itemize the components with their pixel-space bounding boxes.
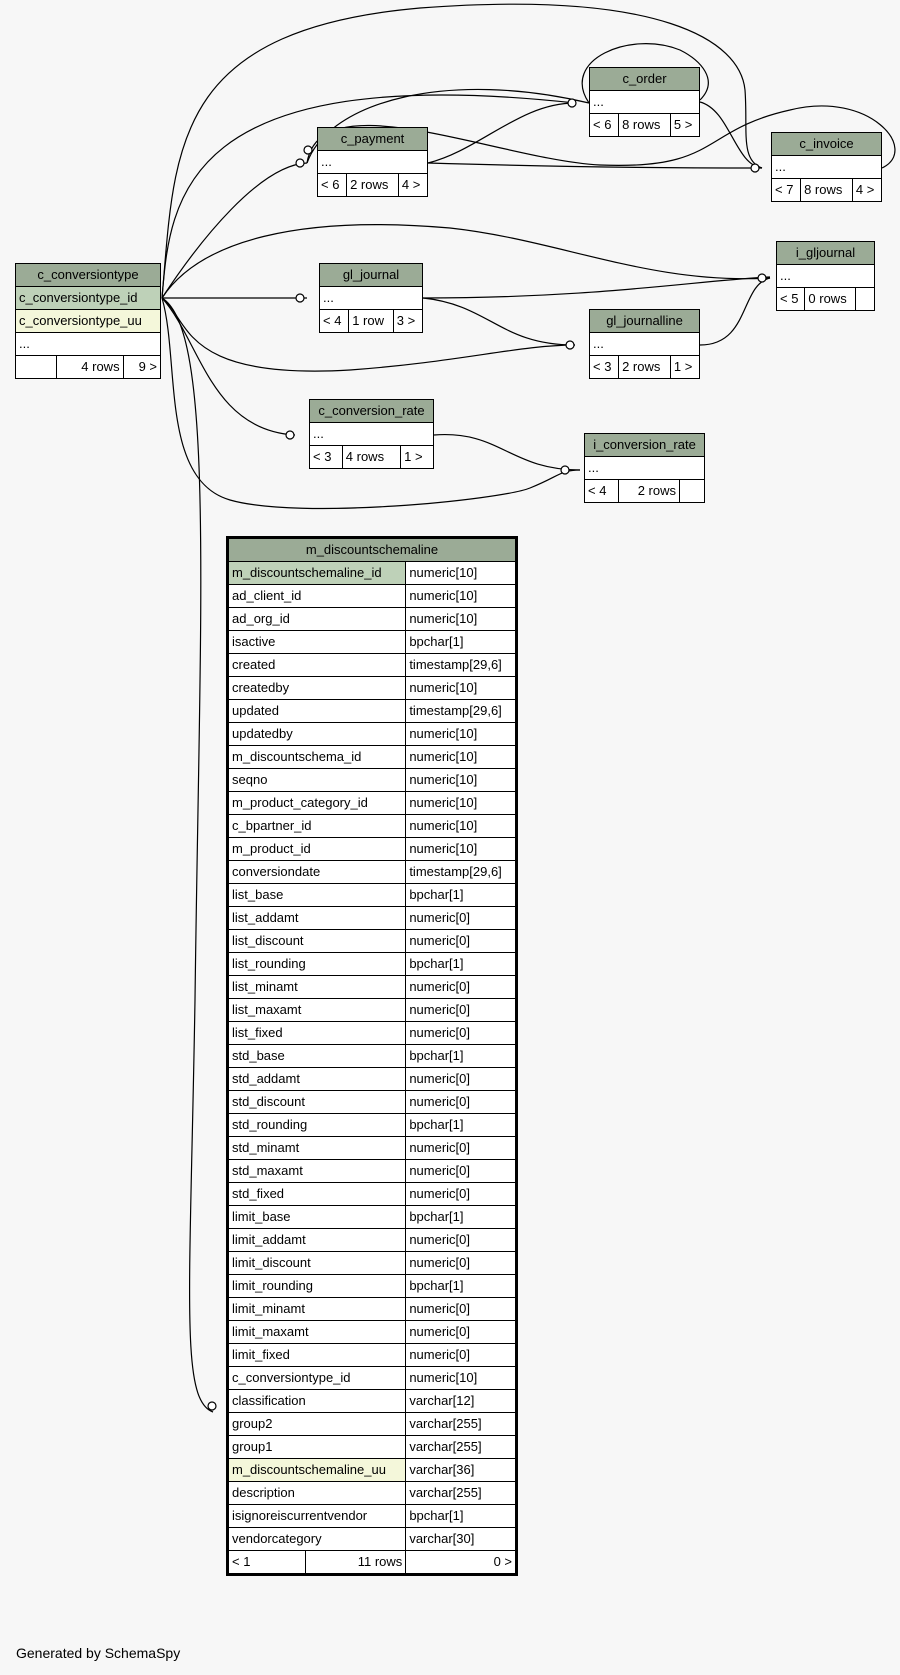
- column-name: m_discountschema_id: [228, 746, 406, 769]
- column-name: std_rounding: [228, 1114, 406, 1137]
- column-type: numeric[0]: [406, 1091, 517, 1114]
- parents-count[interactable]: < 4: [585, 480, 619, 503]
- column-name: std_addamt: [228, 1068, 406, 1091]
- table-row: [228, 1091, 517, 1114]
- edge-order-invoice: [700, 102, 762, 168]
- table-row: [228, 838, 517, 861]
- table-title[interactable]: i_gljournal: [777, 242, 875, 265]
- column-name: std_minamt: [228, 1137, 406, 1160]
- column-type: varchar[30]: [406, 1528, 517, 1551]
- table-row: [228, 631, 517, 654]
- table-row: [228, 930, 517, 953]
- column-name: group1: [228, 1436, 406, 1459]
- edge-payment-invoice: [428, 163, 762, 168]
- column-name: std_maxamt: [228, 1160, 406, 1183]
- column-type: numeric[0]: [406, 1252, 517, 1275]
- column-ellipsis: ...: [772, 156, 882, 179]
- column-name: c_bpartner_id: [228, 815, 406, 838]
- column-type: numeric[10]: [406, 792, 517, 815]
- table-title[interactable]: c_conversiontype: [16, 264, 161, 287]
- table-row: [228, 999, 517, 1022]
- table-row: [228, 1229, 517, 1252]
- table-footer-row: [228, 1551, 517, 1575]
- table-row: [228, 792, 517, 815]
- column-name: std_discount: [228, 1091, 406, 1114]
- column-name: m_product_category_id: [228, 792, 406, 815]
- parents-count[interactable]: < 4: [320, 310, 349, 333]
- column-type: bpchar[1]: [406, 1045, 517, 1068]
- table-row: [228, 1482, 517, 1505]
- table-row: [228, 1528, 517, 1551]
- column-c_conversiontype_id: c_conversiontype_id: [16, 287, 161, 310]
- column-type: numeric[0]: [406, 999, 517, 1022]
- parents-count[interactable]: < 3: [590, 356, 619, 379]
- column-type: numeric[10]: [406, 838, 517, 861]
- column-type: numeric[0]: [406, 1344, 517, 1367]
- column-ellipsis: ...: [320, 287, 423, 310]
- table-row: [228, 1344, 517, 1367]
- table-m_discountschemaline[interactable]: [226, 536, 518, 1576]
- table-row: [228, 976, 517, 999]
- table-gl_journalline[interactable]: [589, 309, 700, 379]
- column-name: list_discount: [228, 930, 406, 953]
- table-title[interactable]: gl_journalline: [590, 310, 700, 333]
- column-name: limit_addamt: [228, 1229, 406, 1252]
- table-c_order[interactable]: [589, 67, 700, 137]
- table-row: [228, 1206, 517, 1229]
- table-row: [228, 608, 517, 631]
- edge-payment-order: [428, 103, 575, 163]
- column-type: numeric[10]: [406, 723, 517, 746]
- column-ellipsis: ...: [318, 151, 428, 174]
- table-c_payment[interactable]: [317, 127, 428, 197]
- column-type: numeric[10]: [406, 585, 517, 608]
- table-row: [228, 723, 517, 746]
- column-name: list_fixed: [228, 1022, 406, 1045]
- table-row: [228, 861, 517, 884]
- table-row: [228, 585, 517, 608]
- column-ellipsis: ...: [310, 423, 434, 446]
- row-count: 8 rows: [619, 114, 671, 137]
- children-count[interactable]: 1 >: [670, 356, 699, 379]
- column-name: description: [228, 1482, 406, 1505]
- column-ellipsis: ...: [16, 333, 161, 356]
- edge-conversiontype-discountschemaline: [162, 298, 213, 1412]
- column-name: limit_maxamt: [228, 1321, 406, 1344]
- column-name: limit_base: [228, 1206, 406, 1229]
- column-name: m_product_id: [228, 838, 406, 861]
- column-type: numeric[0]: [406, 1137, 517, 1160]
- table-row: [228, 1068, 517, 1091]
- column-type: timestamp[29,6]: [406, 700, 517, 723]
- column-name: ad_org_id: [228, 608, 406, 631]
- table-title[interactable]: gl_journal: [320, 264, 423, 287]
- table-row: [228, 884, 517, 907]
- column-name: std_base: [228, 1045, 406, 1068]
- column-name: list_rounding: [228, 953, 406, 976]
- children-count[interactable]: 4 >: [398, 174, 427, 197]
- column-type: varchar[255]: [406, 1482, 517, 1505]
- column-name: list_maxamt: [228, 999, 406, 1022]
- table-row: [228, 1459, 517, 1482]
- column-type: numeric[10]: [406, 746, 517, 769]
- column-type: numeric[10]: [406, 815, 517, 838]
- table-row: [228, 562, 517, 585]
- row-count: 8 rows: [801, 179, 853, 202]
- table-row: [228, 953, 517, 976]
- row-count: 0 rows: [805, 288, 856, 311]
- table-i_gljournal[interactable]: [776, 241, 875, 311]
- children-count[interactable]: 9 >: [123, 356, 160, 379]
- edge-conversiontype-igljournal: [162, 225, 770, 298]
- column-type: numeric[0]: [406, 976, 517, 999]
- table-row: [228, 907, 517, 930]
- column-name: m_discountschemaline_id: [228, 562, 406, 585]
- column-type: timestamp[29,6]: [406, 654, 517, 677]
- column-type: numeric[0]: [406, 1183, 517, 1206]
- row-count: 1 row: [349, 310, 394, 333]
- column-name: created: [228, 654, 406, 677]
- column-type: bpchar[1]: [406, 631, 517, 654]
- table-i_conversion_rate[interactable]: [584, 433, 705, 503]
- column-ellipsis: ...: [590, 333, 700, 356]
- edge-gljournalline-igljournal: [700, 278, 770, 345]
- parents-count[interactable]: < 3: [310, 446, 343, 469]
- table-title[interactable]: m_discountschemaline: [228, 538, 517, 562]
- column-name: classification: [228, 1390, 406, 1413]
- table-title[interactable]: c_conversion_rate: [310, 400, 434, 423]
- row-count: 11 rows: [357, 1554, 403, 1569]
- column-type: numeric[10]: [406, 1367, 517, 1390]
- column-name: createdby: [228, 677, 406, 700]
- table-row: [228, 769, 517, 792]
- column-type: numeric[0]: [406, 1321, 517, 1344]
- table-row: [228, 1298, 517, 1321]
- row-count: 2 rows: [619, 480, 680, 503]
- column-ellipsis: ...: [777, 265, 875, 288]
- children-count[interactable]: 1 >: [401, 446, 434, 469]
- column-type: bpchar[1]: [406, 1114, 517, 1137]
- table-row: [228, 1413, 517, 1436]
- column-name: updated: [228, 700, 406, 723]
- children-count: [856, 288, 875, 311]
- column-name: list_addamt: [228, 907, 406, 930]
- row-count: 2 rows: [619, 356, 671, 379]
- column-name: conversiondate: [228, 861, 406, 884]
- column-type: numeric[0]: [406, 1068, 517, 1091]
- column-type: numeric[10]: [406, 769, 517, 792]
- column-ellipsis: ...: [585, 457, 705, 480]
- column-type: varchar[12]: [406, 1390, 517, 1413]
- table-row: [228, 1321, 517, 1344]
- children-count: 0 >: [406, 1551, 517, 1575]
- column-c_conversiontype_uu: c_conversiontype_uu: [16, 310, 161, 333]
- column-type: bpchar[1]: [406, 953, 517, 976]
- column-name: list_base: [228, 884, 406, 907]
- column-type: bpchar[1]: [406, 1275, 517, 1298]
- children-count[interactable]: 3 >: [393, 310, 422, 333]
- parents-count[interactable]: < 1: [229, 1551, 306, 1573]
- table-c_invoice[interactable]: [771, 132, 882, 202]
- column-type: bpchar[1]: [406, 884, 517, 907]
- column-type: numeric[0]: [406, 1229, 517, 1252]
- table-row: [228, 1390, 517, 1413]
- column-name: updatedby: [228, 723, 406, 746]
- table-row: [228, 1137, 517, 1160]
- column-name: group2: [228, 1413, 406, 1436]
- parents-count[interactable]: < 5: [777, 288, 805, 311]
- edge-conversionrate-iconversionrate: [434, 435, 580, 470]
- table-title[interactable]: i_conversion_rate: [585, 434, 705, 457]
- table-row: [228, 654, 517, 677]
- parents-count: [16, 356, 57, 379]
- column-name: limit_fixed: [228, 1344, 406, 1367]
- column-type: timestamp[29,6]: [406, 861, 517, 884]
- table-row: [228, 1505, 517, 1528]
- column-name: limit_rounding: [228, 1275, 406, 1298]
- column-type: numeric[0]: [406, 1160, 517, 1183]
- table-c_conversion_rate[interactable]: [309, 399, 434, 469]
- table-row: [228, 1436, 517, 1459]
- column-type: numeric[10]: [406, 608, 517, 631]
- table-row: [228, 1114, 517, 1137]
- table-row: [228, 1045, 517, 1068]
- row-count: 2 rows: [347, 174, 399, 197]
- row-count: 4 rows: [57, 356, 124, 379]
- edge-conversiontype-conversionrate: [162, 298, 295, 435]
- footer-left: [228, 1551, 406, 1575]
- children-count[interactable]: 5 >: [670, 114, 699, 137]
- table-c_conversiontype[interactable]: [15, 263, 161, 379]
- column-name: c_conversiontype_id: [228, 1367, 406, 1390]
- column-name: vendorcategory: [228, 1528, 406, 1551]
- table-row: [228, 1183, 517, 1206]
- column-type: numeric[10]: [406, 562, 517, 585]
- table-row: [228, 700, 517, 723]
- table-title[interactable]: c_order: [590, 68, 700, 91]
- children-count[interactable]: 4 >: [852, 179, 881, 202]
- edge-conversiontype-payment: [162, 163, 307, 298]
- table-title[interactable]: c_invoice: [772, 133, 882, 156]
- column-type: bpchar[1]: [406, 1505, 517, 1528]
- column-type: varchar[255]: [406, 1413, 517, 1436]
- parents-count[interactable]: < 6: [590, 114, 619, 137]
- table-row: [228, 1367, 517, 1390]
- column-name: ad_client_id: [228, 585, 406, 608]
- children-count: [680, 480, 705, 503]
- column-name: limit_discount: [228, 1252, 406, 1275]
- column-ellipsis: ...: [590, 91, 700, 114]
- table-row: [228, 815, 517, 838]
- table-gl_journal[interactable]: [319, 263, 423, 333]
- edge-conversiontype-invoice: [162, 4, 762, 298]
- table-row: [228, 677, 517, 700]
- table-row: [228, 746, 517, 769]
- column-name: limit_minamt: [228, 1298, 406, 1321]
- parents-count[interactable]: < 6: [318, 174, 347, 197]
- table-title[interactable]: c_payment: [318, 128, 428, 151]
- column-type: numeric[0]: [406, 1298, 517, 1321]
- column-name: list_minamt: [228, 976, 406, 999]
- column-type: numeric[0]: [406, 907, 517, 930]
- edge-gljournal-igljournal: [423, 277, 770, 298]
- column-name: isactive: [228, 631, 406, 654]
- table-row: [228, 1160, 517, 1183]
- column-type: varchar[255]: [406, 1436, 517, 1459]
- column-type: numeric[10]: [406, 677, 517, 700]
- column-name: m_discountschemaline_uu: [228, 1459, 406, 1482]
- column-type: numeric[0]: [406, 930, 517, 953]
- column-type: varchar[36]: [406, 1459, 517, 1482]
- column-name: isignoreiscurrentvendor: [228, 1505, 406, 1528]
- footer-credit: Generated by SchemaSpy: [16, 1645, 181, 1661]
- column-type: bpchar[1]: [406, 1206, 517, 1229]
- column-type: numeric[0]: [406, 1022, 517, 1045]
- parents-count[interactable]: < 7: [772, 179, 801, 202]
- table-row: [228, 1275, 517, 1298]
- edge-gljournal-gljournalline: [423, 298, 575, 345]
- column-name: std_fixed: [228, 1183, 406, 1206]
- table-row: [228, 1252, 517, 1275]
- table-row: [228, 1022, 517, 1045]
- column-name: seqno: [228, 769, 406, 792]
- row-count: 4 rows: [342, 446, 400, 469]
